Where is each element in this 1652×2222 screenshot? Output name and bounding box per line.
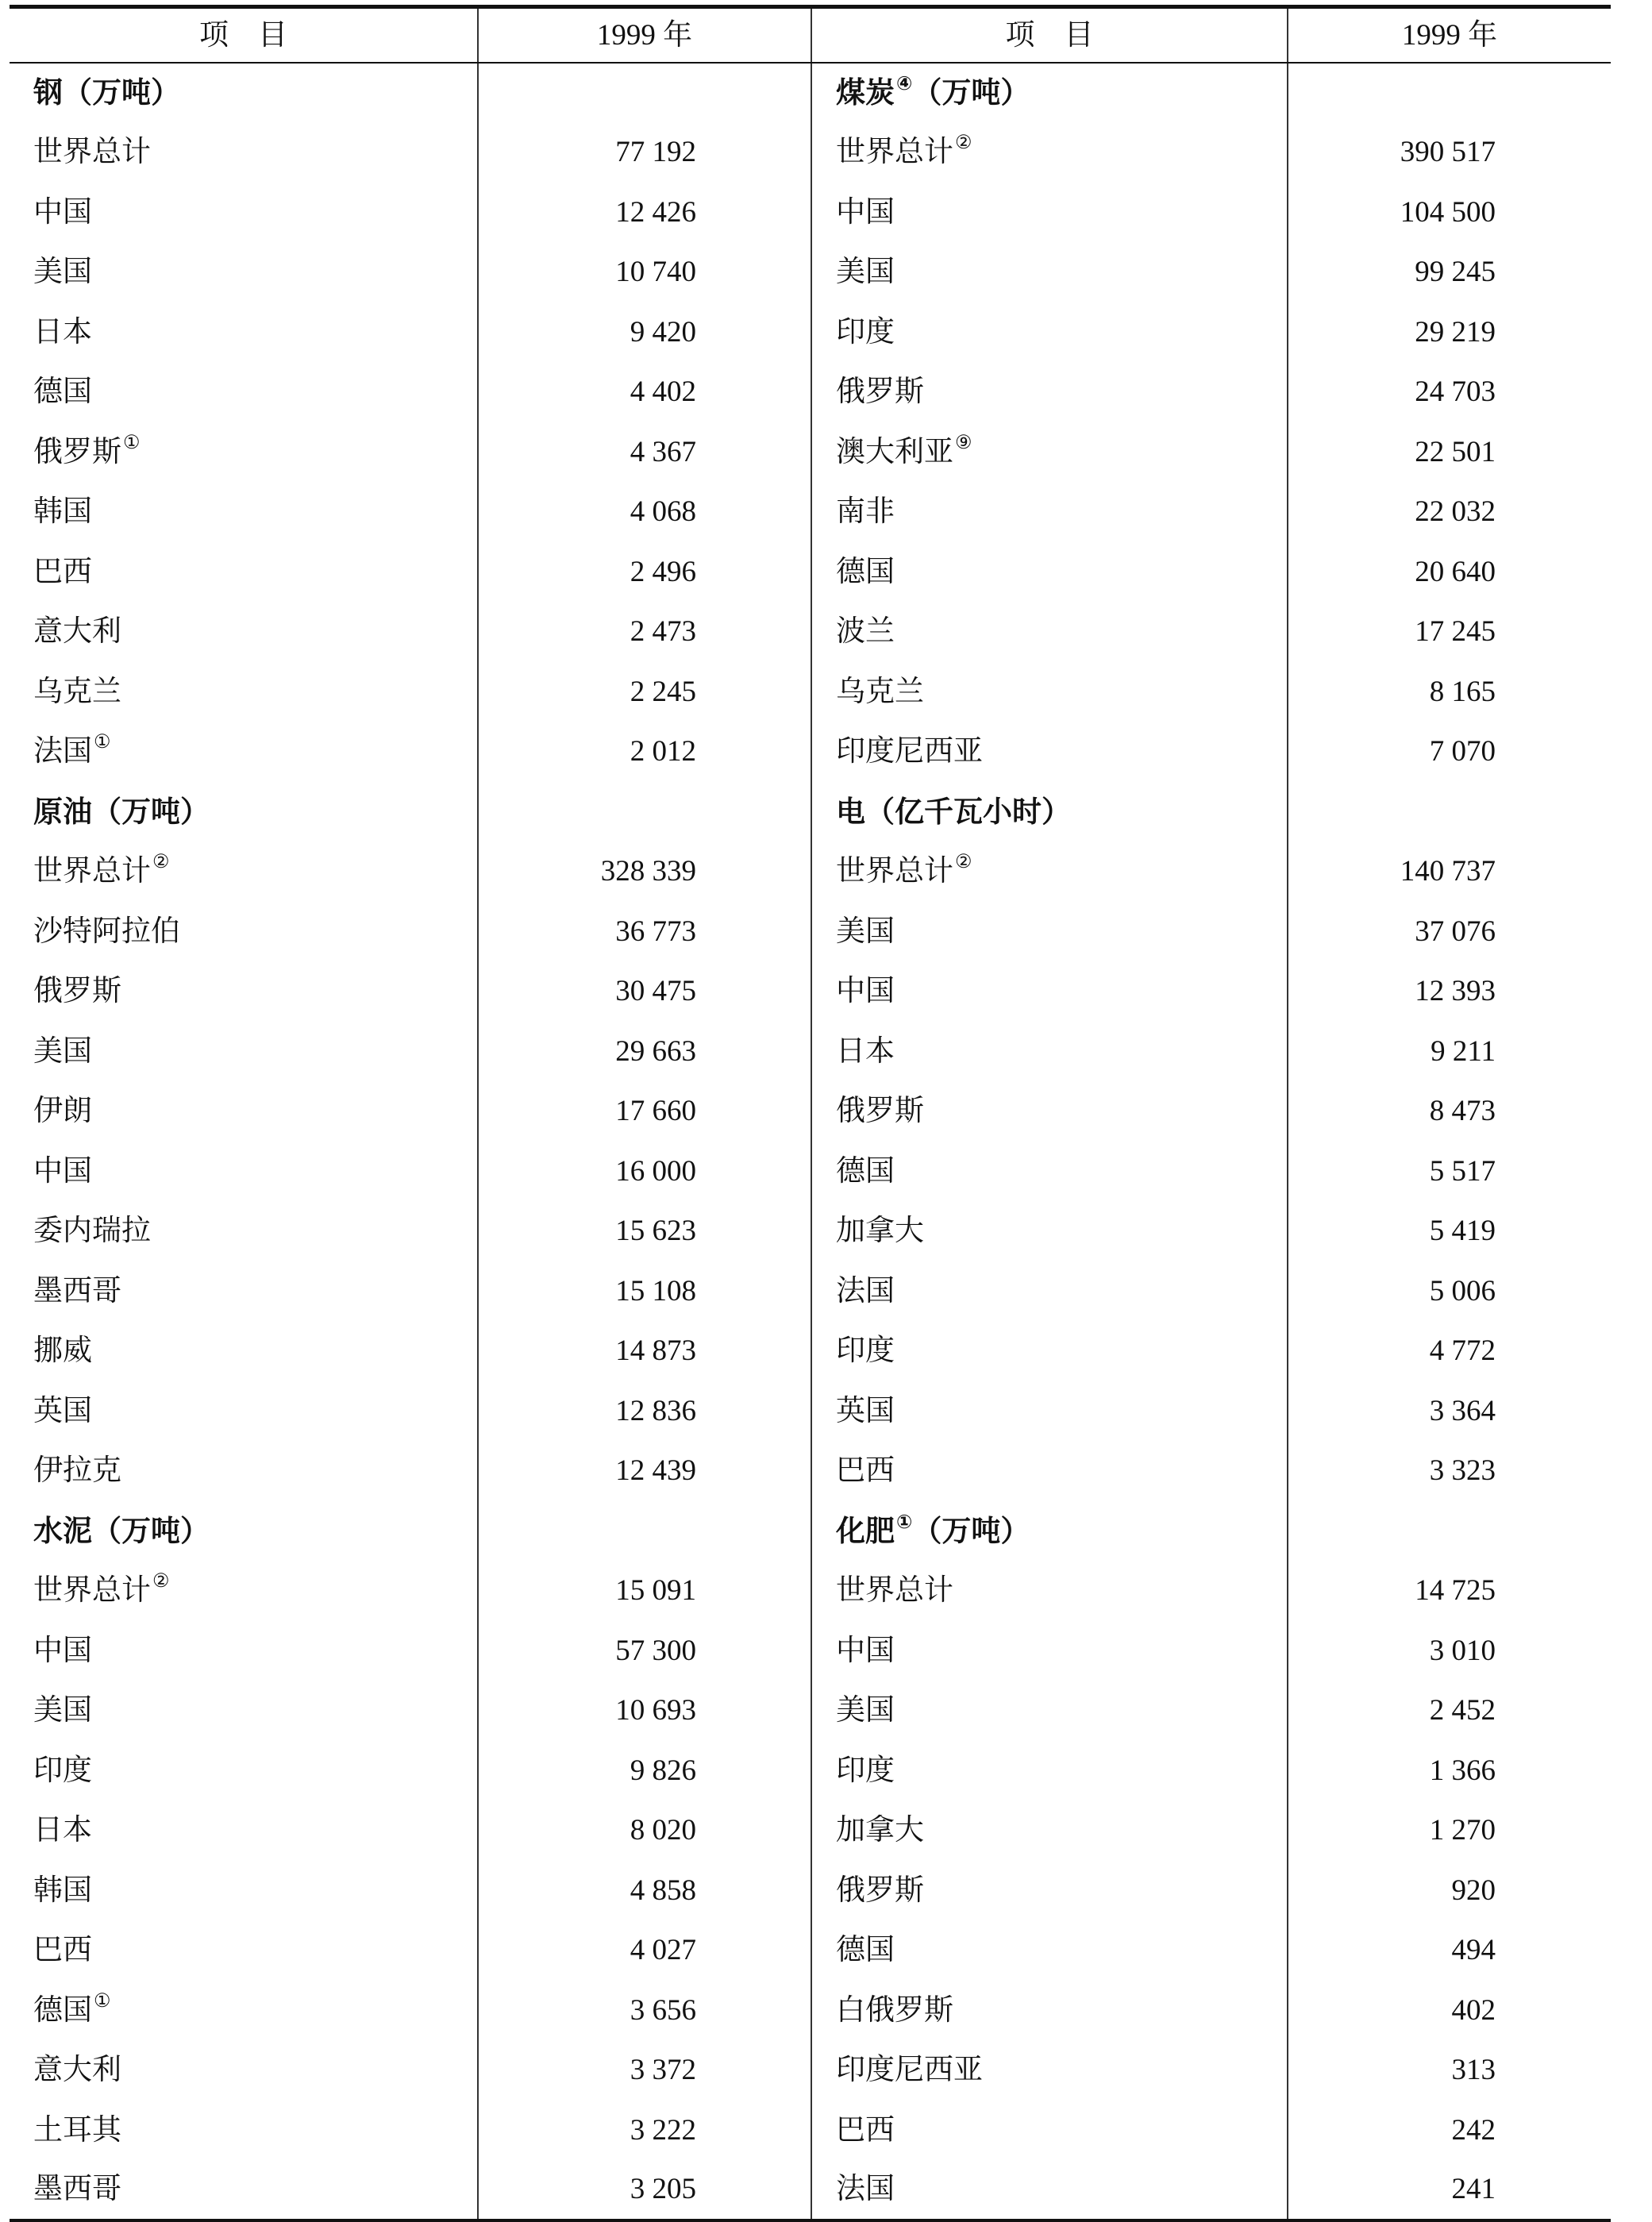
item-name: 伊拉克 [33,1454,121,1488]
item-name: 化肥 [836,1513,895,1548]
category-header-cell [811,63,1288,123]
item-name: 印度 [836,1334,895,1368]
item-name-cell [10,1022,478,1082]
item-name: 巴西 [33,555,92,588]
item-name: 世界总计 [33,1574,151,1608]
item-name: 墨西哥 [33,2173,121,2206]
value-cell: 20 640 [1415,555,1496,588]
item-name: 中国 [33,1154,92,1188]
item-name-cell [811,362,1288,422]
footnote-marker: ② [955,133,972,154]
value-cell: 1 270 [1429,1814,1496,1847]
value-cell: 29 663 [478,1022,811,1082]
table-row [10,1321,1611,1381]
item-name: 电（亿千瓦小时） [836,794,1071,829]
table-row [10,902,1611,962]
item-name: 美国 [33,1034,92,1068]
table-row [10,242,1611,302]
table-row [10,482,1611,542]
value-cell: 12 426 [478,183,811,243]
item-name-cell [811,1920,1288,1981]
value-cell: 22 501 [1415,435,1496,468]
item-name: 德国 [836,1934,895,1967]
item-name: 沙特阿拉伯 [33,915,180,948]
item-name: 印度 [836,1754,895,1787]
item-name-cell [10,362,478,422]
item-name-cell [10,1561,478,1621]
item-name-cell [811,1142,1288,1202]
item-name: 法国 [33,735,92,768]
item-name: 钢（万吨） [33,75,180,110]
item-name: 南非 [836,495,895,529]
table-row [10,542,1611,603]
value-cell: 30 475 [478,961,811,1022]
table-row [10,1501,1611,1562]
item-name-cell [10,602,478,662]
table-row [10,1142,1611,1202]
value-cell: 3 656 [478,1981,811,2041]
value-cell: 24 703 [1415,375,1496,409]
item-name: 白俄罗斯 [836,1993,953,2027]
value-cell: 2 452 [1429,1694,1496,1727]
value-cell [1288,63,1611,123]
value-cell: 12 439 [478,1441,811,1501]
item-name-cell [10,2040,478,2101]
value-cell: 8 165 [1429,675,1496,708]
value-cell: 3 205 [478,2160,811,2220]
item-name: 日本 [33,1814,92,1847]
value-cell: 8 473 [1429,1095,1496,1128]
value-cell: 402 [1451,1993,1496,2027]
value-cell: 4 068 [478,482,811,542]
table-body [10,63,1611,2220]
value-cell: 10 693 [478,1681,811,1741]
footnote-marker: ② [152,1571,170,1592]
statistics-table [10,5,1611,2222]
item-name-cell [10,662,478,722]
item-name-cell [811,1561,1288,1621]
item-name-cell [811,2040,1288,2101]
item-name-cell [10,302,478,363]
item-name-cell [10,1261,478,1322]
item-name: 中国 [836,1634,895,1667]
table-row [10,722,1611,782]
item-name-cell [10,1920,478,1981]
item-name: 巴西 [33,1934,92,1967]
item-name-cell [10,902,478,962]
value-cell: 14 873 [478,1321,811,1381]
value-cell: 242 [1451,2113,1496,2147]
footnote-marker: ⑨ [955,432,972,453]
footnote-marker: ① [94,732,111,753]
item-name: 原油（万吨） [33,794,210,829]
value-cell: 1 366 [1429,1754,1496,1787]
item-name-cell [10,1981,478,2041]
item-name: 英国 [836,1394,895,1427]
table-row [10,1800,1611,1861]
item-name: 韩国 [33,495,92,529]
table-row [10,2101,1611,2161]
item-name: 印度尼西亚 [836,2054,983,2087]
item-name-cell [10,1321,478,1381]
item-name-cell [10,961,478,1022]
item-name: 委内瑞拉 [33,1215,151,1248]
item-column-header-left: 项 目 [10,7,478,63]
unit-suffix: （万吨） [912,75,1030,110]
table-row [10,602,1611,662]
footnote-marker: ② [152,852,170,873]
footnote-marker: ① [896,1510,913,1533]
item-name-cell [10,722,478,782]
value-cell: 9 420 [478,302,811,363]
table-row [10,122,1611,183]
item-name: 水泥（万吨） [33,1513,210,1548]
item-name-cell [10,1621,478,1681]
table-row [10,1381,1611,1442]
value-cell: 3 323 [1429,1454,1496,1488]
item-name: 日本 [836,1034,895,1068]
item-name: 美国 [33,256,92,289]
category-header-cell [811,1501,1288,1562]
value-cell: 2 012 [478,722,811,782]
item-name: 挪威 [33,1334,92,1368]
value-cell: 8 020 [478,1800,811,1861]
item-name: 德国 [836,555,895,588]
item-name-cell [811,1681,1288,1741]
value-cell: 7 070 [1429,735,1496,768]
item-name: 英国 [33,1394,92,1427]
value-cell: 99 245 [1415,256,1496,289]
item-name-cell [811,542,1288,603]
item-name-cell [811,1441,1288,1501]
item-name: 日本 [33,315,92,349]
value-cell: 5 419 [1429,1215,1496,1248]
value-cell: 3 372 [478,2040,811,2101]
item-name-cell [10,1861,478,1921]
item-name: 澳大利亚 [836,435,953,468]
value-cell: 4 027 [478,1920,811,1981]
item-name-cell [811,242,1288,302]
item-name: 德国 [33,375,92,409]
unit-suffix: （万吨） [912,1513,1030,1548]
item-name: 墨西哥 [33,1274,121,1307]
value-cell: 15 623 [478,1201,811,1261]
item-name: 乌克兰 [33,675,121,708]
table-row [10,1861,1611,1921]
table-row [10,1201,1611,1261]
item-name-cell [811,602,1288,662]
item-name-cell [10,841,478,902]
value-cell: 10 740 [478,242,811,302]
item-name: 意大利 [33,615,121,649]
item-name-cell [811,482,1288,542]
table-row [10,1261,1611,1322]
item-name-cell [811,841,1288,902]
value-cell [478,63,811,123]
item-name-cell [10,1081,478,1142]
value-cell: 29 219 [1415,315,1496,349]
value-cell: 2 473 [478,602,811,662]
item-name-cell [811,662,1288,722]
value-cell: 77 192 [478,122,811,183]
item-name-cell [811,1261,1288,1322]
item-name-cell [10,1441,478,1501]
table-row [10,961,1611,1022]
value-cell [478,1501,811,1562]
value-cell: 22 032 [1415,495,1496,529]
value-cell: 14 725 [1415,1574,1496,1608]
item-name: 土耳其 [33,2113,121,2147]
item-name: 意大利 [33,2054,121,2087]
table-row [10,1441,1611,1501]
item-name-cell [811,1201,1288,1261]
item-name-cell [10,1201,478,1261]
table-row [10,1681,1611,1741]
value-cell: 390 517 [1400,136,1496,169]
item-name-cell [10,422,478,483]
table-row [10,422,1611,483]
item-name: 德国 [836,1154,895,1188]
value-cell: 3 010 [1429,1634,1496,1667]
item-name: 巴西 [836,2113,895,2147]
item-name: 巴西 [836,1454,895,1488]
value-cell: 12 393 [1415,975,1496,1008]
item-name: 美国 [836,256,895,289]
item-name: 俄罗斯 [836,375,924,409]
item-name-cell [811,302,1288,363]
table-row [10,1741,1611,1801]
table-row [10,782,1611,842]
item-column-header-right: 项 目 [811,7,1288,63]
table-row [10,1920,1611,1981]
value-cell: 15 091 [478,1561,811,1621]
item-name: 世界总计 [836,136,953,169]
item-name: 印度尼西亚 [836,735,983,768]
table-row [10,1981,1611,2041]
item-name-cell [811,1981,1288,2041]
item-name: 中国 [836,975,895,1008]
value-cell: 4 858 [478,1861,811,1921]
item-name: 美国 [836,915,895,948]
item-name-cell [811,1381,1288,1442]
value-cell: 36 773 [478,902,811,962]
item-name-cell [811,961,1288,1022]
table-row [10,662,1611,722]
item-name-cell [10,1381,478,1442]
item-name: 中国 [33,195,92,229]
value-cell: 15 108 [478,1261,811,1322]
value-cell: 5 006 [1429,1274,1496,1307]
item-name: 俄罗斯 [33,975,121,1008]
item-name: 俄罗斯 [836,1095,924,1128]
footnote-marker: ④ [896,72,913,95]
value-cell: 3 222 [478,2101,811,2161]
item-name-cell [811,1621,1288,1681]
item-name-cell [10,1142,478,1202]
table-row [10,63,1611,123]
value-cell: 2 496 [478,542,811,603]
item-name: 世界总计 [33,136,151,169]
value-cell: 9 826 [478,1741,811,1801]
footnote-marker: ① [123,432,141,453]
item-name-cell [811,1081,1288,1142]
table-row [10,1561,1611,1621]
value-cell: 17 245 [1415,615,1496,649]
value-cell: 12 836 [478,1381,811,1442]
year-column-header-left: 1999 年 [478,7,811,63]
item-name: 伊朗 [33,1095,92,1128]
item-name-cell [811,1861,1288,1921]
item-name-cell [811,422,1288,483]
value-cell: 4 402 [478,362,811,422]
value-cell: 4 367 [478,422,811,483]
item-name-cell [10,183,478,243]
year-column-header-right: 1999 年 [1288,7,1611,63]
item-name-cell [811,722,1288,782]
table-row [10,1081,1611,1142]
item-name: 加拿大 [836,1814,924,1847]
value-cell: 9 211 [1431,1034,1496,1068]
category-header-cell [10,1501,478,1562]
item-name: 世界总计 [836,1574,953,1608]
value-cell: 4 772 [1429,1334,1496,1368]
item-name: 德国 [33,1993,92,2027]
category-header-cell [10,782,478,842]
value-cell: 16 000 [478,1142,811,1202]
item-name: 世界总计 [836,855,953,888]
item-name-cell [10,1681,478,1741]
value-cell [1288,1501,1611,1562]
value-cell: 17 660 [478,1081,811,1142]
item-name-cell [10,122,478,183]
item-name-cell [811,1741,1288,1801]
value-cell: 104 500 [1400,195,1496,229]
item-name: 加拿大 [836,1215,924,1248]
item-name: 俄罗斯 [836,1873,924,1907]
item-name-cell [811,1022,1288,1082]
value-cell: 2 245 [478,662,811,722]
table-row [10,302,1611,363]
footnote-marker: ① [94,1990,111,2012]
item-name-cell [811,2101,1288,2161]
item-name: 韩国 [33,1873,92,1907]
value-cell: 57 300 [478,1621,811,1681]
item-name: 煤炭 [836,75,895,110]
table-row [10,362,1611,422]
item-name: 法国 [836,2173,895,2206]
table-row [10,2040,1611,2101]
item-name: 乌克兰 [836,675,924,708]
value-cell: 494 [1451,1934,1496,1967]
item-name: 印度 [33,1754,92,1787]
value-cell: 5 517 [1429,1154,1496,1188]
item-name: 美国 [836,1694,895,1727]
value-cell: 920 [1451,1873,1496,1907]
item-name-cell [811,2160,1288,2220]
item-name: 波兰 [836,615,895,649]
item-name: 世界总计 [33,855,151,888]
value-cell [1288,782,1611,842]
item-name-cell [811,183,1288,243]
item-name-cell [10,1800,478,1861]
item-name: 俄罗斯 [33,435,121,468]
table-header-row [10,7,1611,63]
value-cell: 140 737 [1400,855,1496,888]
item-name: 中国 [836,195,895,229]
item-name-cell [10,482,478,542]
item-name-cell [10,242,478,302]
item-name-cell [811,1800,1288,1861]
item-name: 中国 [33,1634,92,1667]
item-name-cell [10,542,478,603]
value-cell: 313 [1451,2054,1496,2087]
item-name-cell [10,2101,478,2161]
item-name: 印度 [836,315,895,349]
item-name: 法国 [836,1274,895,1307]
value-cell: 328 339 [478,841,811,902]
item-name-cell [811,122,1288,183]
item-name: 美国 [33,1694,92,1727]
category-header-cell [811,782,1288,842]
value-cell: 241 [1288,2160,1611,2220]
category-header-cell [10,63,478,123]
value-cell: 37 076 [1415,915,1496,948]
item-name-cell [811,902,1288,962]
item-name-cell [10,2160,478,2220]
item-name-cell [10,1741,478,1801]
table-row [10,1621,1611,1681]
value-cell [478,782,811,842]
table-row [10,841,1611,902]
table-row [10,1022,1611,1082]
footnote-marker: ② [955,852,972,873]
table-row [10,183,1611,243]
table-row [10,2160,1611,2220]
item-name-cell [811,1321,1288,1381]
value-cell: 3 364 [1429,1394,1496,1427]
